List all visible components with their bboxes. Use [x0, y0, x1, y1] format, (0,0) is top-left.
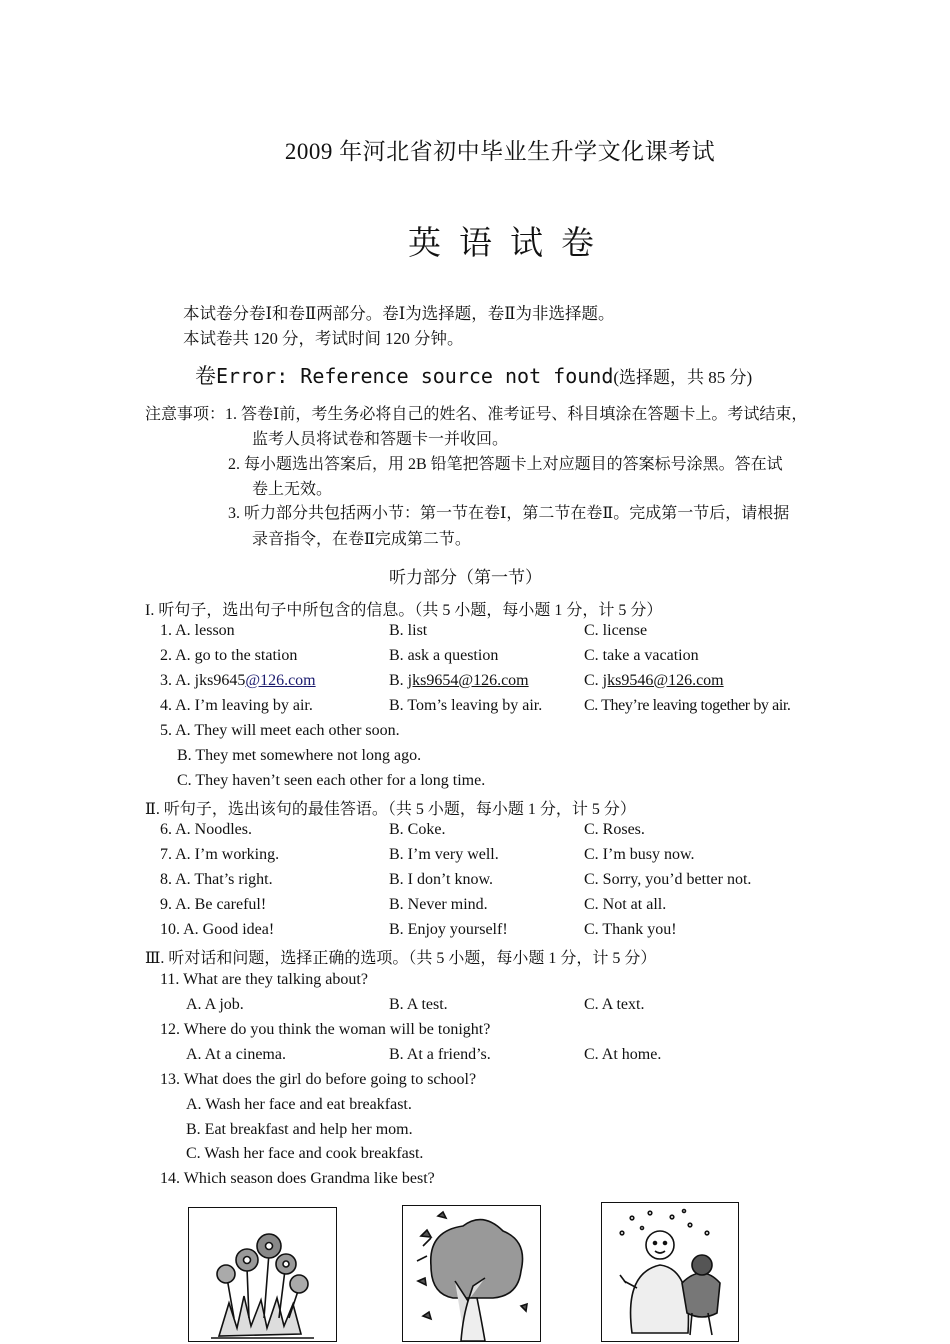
q8-a: 8. A. That’s right. — [160, 871, 273, 888]
email-link-c[interactable]: jks9546@126.com — [602, 672, 724, 689]
exam-title: 2009 年河北省初中毕业生升学文化课考试 — [284, 139, 716, 164]
email-link-a[interactable]: @126.com — [245, 672, 316, 689]
q9-a: 9. A. Be careful! — [160, 896, 267, 913]
q9-b: B. Never mind. — [389, 896, 488, 913]
q10-b: B. Enjoy yourself! — [389, 921, 508, 938]
intro-line-2: 本试卷共 120 分，考试时间 120 分钟。 — [183, 329, 464, 348]
subject-title: 英语试卷 — [408, 226, 612, 262]
q7-b: B. I’m very well. — [389, 846, 499, 863]
q12-c: C. At home. — [584, 1046, 662, 1063]
q4-b: B. Tom’s leaving by air. — [389, 697, 543, 714]
notes-line-5: 3. 听力部分共包括两小节：第一节在卷Ⅰ，第二节在卷Ⅱ。完成第一节后，请根据 — [228, 505, 790, 522]
email-link-b[interactable]: jks9654@126.com — [407, 672, 529, 689]
q8-c: C. Sorry, you’d better not. — [584, 871, 752, 888]
q6-b: B. Coke. — [389, 821, 446, 838]
volume-heading — [195, 360, 752, 390]
notes-line-3: 2. 每小题选出答案后，用 2B 铅笔把答题卡上对应题目的答案标号涂黑。答在试 — [228, 456, 783, 473]
flowers-icon — [189, 1208, 336, 1341]
q2-b: B. ask a question — [389, 647, 499, 664]
notes-line-6: 录音指令，在卷Ⅱ完成第二节。 — [252, 531, 471, 548]
q7-c: C. I’m busy now. — [584, 846, 695, 863]
q12-a: A. At a cinema. — [186, 1046, 286, 1063]
notes-line-4: 卷上无效。 — [252, 481, 333, 498]
q11-b: B. A test. — [389, 996, 448, 1013]
q2-a: 2. A. go to the station — [160, 647, 298, 664]
notes-line-2: 监考人员将试卷和答题卡一并收回。 — [252, 431, 509, 448]
q2-c: C. take a vacation — [584, 647, 699, 664]
q4-c: C. They’re leaving together by air. — [584, 697, 791, 714]
volume-prefix: 卷 — [195, 364, 216, 388]
q10-a: 10. A. Good idea! — [160, 921, 275, 938]
q13-b: B. Eat breakfast and help her mom. — [186, 1121, 413, 1138]
q3-c: C. jks9546@126.com — [584, 672, 724, 689]
q11-c: C. A text. — [584, 996, 645, 1013]
picture-a — [188, 1207, 337, 1342]
q6-c: C. Roses. — [584, 821, 645, 838]
section-3-heading: Ⅲ. 听对话和问题，选择正确的选项。（共 5 小题，每小题 1 分，计 5 分） — [145, 950, 657, 967]
q8-b: B. I don’t know. — [389, 871, 493, 888]
volume-suffix: (选择题，共 85 分) — [613, 368, 753, 387]
section-1-heading: I. 听句子，选出句子中所包含的信息。（共 5 小题，每小题 1 分，计 5 分） — [145, 602, 663, 619]
picture-c — [601, 1202, 739, 1342]
autumn-tree-icon — [403, 1206, 540, 1341]
picture-b — [402, 1205, 541, 1342]
q5-c: C. They haven’t seen each other for a long time. — [177, 772, 486, 789]
q13-a: A. Wash her face and eat breakfast. — [186, 1096, 412, 1113]
q14-stem: 14. Which season does Grandma like best? — [160, 1170, 435, 1187]
q10-c: C. Thank you! — [584, 921, 677, 938]
q1-c: C. license — [584, 622, 648, 639]
q3-a: 3. A. jks9645@126.com — [160, 672, 316, 689]
q5-a: 5. A. They will meet each other soon. — [160, 722, 400, 739]
q1-a: 1. A. lesson — [160, 622, 235, 639]
notes-line-1: 注意事项：1. 答卷Ⅰ前，考生务必将自己的姓名、准考证号、科目填涂在答题卡上。考试结束， — [145, 406, 808, 423]
q4-a: 4. A. I’m leaving by air. — [160, 697, 313, 714]
q13-stem: 13. What does the girl do before going to school? — [160, 1071, 477, 1088]
section-2-heading: Ⅱ. 听句子，选出该句的最佳答语。（共 5 小题，每小题 1 分，计 5 分） — [145, 801, 636, 818]
snowman-icon — [602, 1203, 738, 1341]
listening-title: 听力部分（第一节） — [389, 568, 542, 587]
q6-a: 6. A. Noodles. — [160, 821, 252, 838]
q9-c: C. Not at all. — [584, 896, 667, 913]
intro-line-1: 本试卷分卷Ⅰ和卷Ⅱ两部分。卷Ⅰ为选择题，卷Ⅱ为非选择题。 — [183, 304, 615, 323]
q3-b: B. jks9654@126.com — [389, 672, 529, 689]
q11-stem: 11. What are they talking about? — [160, 971, 368, 988]
notes-lead: 注意事项： — [145, 406, 226, 423]
q11-a: A. A job. — [186, 996, 244, 1013]
q5-b: B. They met somewhere not long ago. — [177, 747, 422, 764]
q7-a: 7. A. I’m working. — [160, 846, 280, 863]
q13-c: C. Wash her face and cook breakfast. — [186, 1145, 424, 1162]
q12-stem: 12. Where do you think the woman will be tonight? — [160, 1021, 491, 1038]
q1-b: B. list — [389, 622, 428, 639]
q12-b: B. At a friend’s. — [389, 1046, 491, 1063]
reference-error: Error: Reference source not found — [216, 364, 614, 388]
